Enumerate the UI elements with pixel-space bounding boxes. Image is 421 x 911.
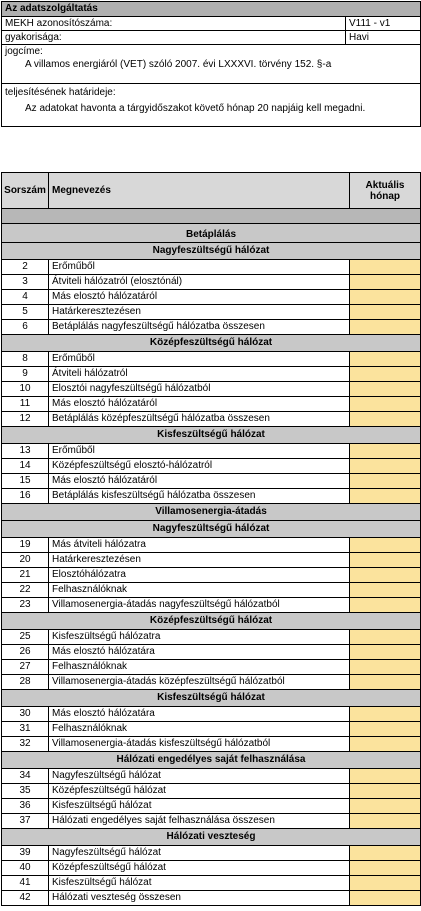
current-month-input-cell[interactable] bbox=[350, 784, 420, 798]
table-row bbox=[2, 707, 420, 722]
table-row bbox=[2, 352, 420, 367]
row-label: Villamosenergia-átadás középfeszültségű hálózatból bbox=[49, 675, 350, 689]
row-number: 27 bbox=[2, 660, 49, 674]
report-header bbox=[1, 1, 421, 127]
deadline-block bbox=[2, 83, 420, 126]
row-label: Erőműből bbox=[49, 352, 350, 366]
row-label: Kisfeszültségű hálózat bbox=[49, 799, 350, 813]
section-heading: Kisfeszültségű hálózat bbox=[2, 427, 420, 444]
current-month-input-cell[interactable] bbox=[350, 675, 420, 689]
legal-basis-text: A villamos energiáról (VET) szóló 2007. évi LXXXVI. törvény 152. §-a bbox=[25, 59, 332, 70]
current-month-input-cell[interactable] bbox=[350, 382, 420, 396]
row-number: 41 bbox=[2, 876, 49, 890]
row-number: 15 bbox=[2, 474, 49, 488]
row-number: 39 bbox=[2, 846, 49, 860]
table-row bbox=[2, 675, 420, 690]
section-heading: Betáplálás bbox=[2, 224, 420, 243]
row-number: 23 bbox=[2, 598, 49, 612]
table-row bbox=[2, 474, 420, 489]
id-label: MEKH azonosítószáma: bbox=[5, 18, 113, 29]
row-number: 12 bbox=[2, 412, 49, 426]
row-number: 9 bbox=[2, 367, 49, 381]
table-row bbox=[2, 568, 420, 583]
column-header-current-month: Aktuális hónap bbox=[365, 179, 405, 202]
row-number: 11 bbox=[2, 397, 49, 411]
row-number: 4 bbox=[2, 290, 49, 304]
row-number: 3 bbox=[2, 275, 49, 289]
table-row bbox=[2, 275, 420, 290]
table-row bbox=[2, 846, 420, 861]
table-row bbox=[2, 305, 420, 320]
row-number: 40 bbox=[2, 861, 49, 875]
frequency-label: gyakorisága: bbox=[5, 32, 62, 43]
row-label: Határkeresztezésen bbox=[49, 305, 350, 319]
row-label: Más elosztó hálózatáról bbox=[49, 474, 350, 488]
row-number: 8 bbox=[2, 352, 49, 366]
current-month-input-cell[interactable] bbox=[350, 260, 420, 274]
row-number: 21 bbox=[2, 568, 49, 582]
row-label: Betáplálás középfeszültségű hálózatba összesen bbox=[49, 412, 350, 426]
row-number: 22 bbox=[2, 583, 49, 597]
legal-basis-label: jogcíme: bbox=[5, 46, 43, 57]
row-number: 30 bbox=[2, 707, 49, 721]
row-number: 25 bbox=[2, 630, 49, 644]
row-label: Nagyfeszültségű hálózat bbox=[49, 846, 350, 860]
row-label: Más elosztó hálózatára bbox=[49, 707, 350, 721]
column-header-name: Megnevezés bbox=[49, 173, 350, 208]
row-label: Hálózati veszteség összesen bbox=[49, 891, 350, 905]
deadline-label: teljesítésének határideje: bbox=[5, 87, 116, 98]
current-month-input-cell[interactable] bbox=[350, 583, 420, 597]
row-number: 35 bbox=[2, 784, 49, 798]
current-month-input-cell[interactable] bbox=[350, 876, 420, 890]
table-row bbox=[2, 769, 420, 784]
row-label: Villamosenergia-átadás nagyfeszültségű hálózatból bbox=[49, 598, 350, 612]
row-label: Más elosztó hálózatára bbox=[49, 645, 350, 659]
current-month-input-cell[interactable] bbox=[350, 553, 420, 567]
current-month-input-cell[interactable] bbox=[350, 275, 420, 289]
row-label: Kisfeszültségű hálózatra bbox=[49, 630, 350, 644]
section-heading: Nagyfeszültségű hálózat bbox=[2, 243, 420, 260]
row-number: 28 bbox=[2, 675, 49, 689]
current-month-input-cell[interactable] bbox=[350, 737, 420, 751]
row-label: Határkeresztezésen bbox=[49, 553, 350, 567]
current-month-input-cell[interactable] bbox=[350, 412, 420, 426]
section-heading: Hálózati veszteség bbox=[2, 829, 420, 846]
table-row bbox=[2, 645, 420, 660]
current-month-input-cell[interactable] bbox=[350, 598, 420, 612]
current-month-input-cell[interactable] bbox=[350, 799, 420, 813]
row-label: Elosztói nagyfeszültségű hálózatból bbox=[49, 382, 350, 396]
current-month-input-cell[interactable] bbox=[350, 645, 420, 659]
table-row bbox=[2, 397, 420, 412]
table-row bbox=[2, 814, 420, 829]
row-label: Középfeszültségű hálózat bbox=[49, 784, 350, 798]
table-row bbox=[2, 722, 420, 737]
row-number: 31 bbox=[2, 722, 49, 736]
current-month-input-cell[interactable] bbox=[350, 444, 420, 458]
row-label: Felhasználóknak bbox=[49, 722, 350, 736]
section-heading: Nagyfeszültségű hálózat bbox=[2, 521, 420, 538]
row-label: Hálózati engedélyes saját felhasználása összesen bbox=[49, 814, 350, 828]
row-label: Erőműből bbox=[49, 260, 350, 274]
row-number: 5 bbox=[2, 305, 49, 319]
data-table bbox=[1, 172, 421, 906]
table-row bbox=[2, 382, 420, 397]
row-label: Felhasználóknak bbox=[49, 583, 350, 597]
table-row bbox=[2, 598, 420, 613]
row-number: 13 bbox=[2, 444, 49, 458]
row-number: 26 bbox=[2, 645, 49, 659]
current-month-input-cell[interactable] bbox=[350, 630, 420, 644]
column-header-number: Sorszám bbox=[2, 173, 49, 208]
table-row bbox=[2, 489, 420, 504]
current-month-input-cell[interactable] bbox=[350, 846, 420, 860]
current-month-input-cell[interactable] bbox=[350, 722, 420, 736]
row-number: 20 bbox=[2, 553, 49, 567]
table-row bbox=[2, 799, 420, 814]
row-label: Betáplálás kisfeszültségű hálózatba összesen bbox=[49, 489, 350, 503]
current-month-input-cell[interactable] bbox=[350, 568, 420, 582]
frequency-value: Havi bbox=[345, 31, 420, 44]
current-month-input-cell[interactable] bbox=[350, 891, 420, 905]
table-row bbox=[2, 861, 420, 876]
frequency-row bbox=[2, 31, 420, 45]
row-label: Átviteli hálózatról (elosztónál) bbox=[49, 275, 350, 289]
table-row bbox=[2, 784, 420, 799]
current-month-input-cell[interactable] bbox=[350, 707, 420, 721]
header-spacer bbox=[2, 209, 420, 224]
row-number: 32 bbox=[2, 737, 49, 751]
current-month-input-cell[interactable] bbox=[350, 305, 420, 319]
table-row bbox=[2, 444, 420, 459]
current-month-input-cell[interactable] bbox=[350, 538, 420, 552]
section-heading: Középfeszültségű hálózat bbox=[2, 613, 420, 630]
row-number: 36 bbox=[2, 799, 49, 813]
row-number: 6 bbox=[2, 320, 49, 334]
row-number: 37 bbox=[2, 814, 49, 828]
row-label: Erőműből bbox=[49, 444, 350, 458]
id-row bbox=[2, 17, 420, 31]
row-label: Villamosenergia-átadás kisfeszültségű hálózatból bbox=[49, 737, 350, 751]
section-heading: Középfeszültségű hálózat bbox=[2, 335, 420, 352]
table-row bbox=[2, 320, 420, 335]
row-label: Nagyfeszültségű hálózat bbox=[49, 769, 350, 783]
section-heading: Hálózati engedélyes saját felhasználása bbox=[2, 752, 420, 769]
table-row bbox=[2, 553, 420, 568]
row-number: 10 bbox=[2, 382, 49, 396]
current-month-input-cell[interactable] bbox=[350, 814, 420, 828]
row-label: Elosztóhálózatra bbox=[49, 568, 350, 582]
current-month-input-cell[interactable] bbox=[350, 861, 420, 875]
row-label: Felhasználóknak bbox=[49, 660, 350, 674]
section-heading: Villamosenergia-átadás bbox=[2, 504, 420, 521]
table-row bbox=[2, 367, 420, 382]
row-label: Betáplálás nagyfeszültségű hálózatba összesen bbox=[49, 320, 350, 334]
table-row bbox=[2, 290, 420, 305]
table-row bbox=[2, 538, 420, 553]
table-row bbox=[2, 630, 420, 645]
row-number: 42 bbox=[2, 891, 49, 905]
current-month-input-cell[interactable] bbox=[350, 367, 420, 381]
deadline-text: Az adatokat havonta a tárgyidőszakot követő hónap 20 napjáig kell megadni. bbox=[25, 103, 366, 114]
current-month-input-cell[interactable] bbox=[350, 459, 420, 473]
row-label: Más átviteli hálózatra bbox=[49, 538, 350, 552]
row-label: Kisfeszültségű hálózat bbox=[49, 876, 350, 890]
table-row bbox=[2, 583, 420, 598]
row-label: Középfeszültségű hálózat bbox=[49, 861, 350, 875]
row-number: 14 bbox=[2, 459, 49, 473]
current-month-input-cell[interactable] bbox=[350, 320, 420, 334]
section-heading: Kisfeszültségű hálózat bbox=[2, 690, 420, 707]
table-row bbox=[2, 876, 420, 891]
table-row bbox=[2, 260, 420, 275]
row-label: Más elosztó hálózatáról bbox=[49, 290, 350, 304]
current-month-input-cell[interactable] bbox=[350, 290, 420, 304]
current-month-input-cell[interactable] bbox=[350, 769, 420, 783]
row-label: Átviteli hálózatról bbox=[49, 367, 350, 381]
current-month-input-cell[interactable] bbox=[350, 474, 420, 488]
table-row bbox=[2, 891, 420, 905]
row-number: 2 bbox=[2, 260, 49, 274]
row-number: 19 bbox=[2, 538, 49, 552]
table-row bbox=[2, 737, 420, 752]
table-row bbox=[2, 660, 420, 675]
table-row bbox=[2, 459, 420, 474]
id-value: V111 - v1 bbox=[345, 17, 420, 30]
row-number: 16 bbox=[2, 489, 49, 503]
table-row bbox=[2, 412, 420, 427]
header-title: Az adatszolgáltatás bbox=[2, 2, 420, 17]
table-header bbox=[2, 173, 420, 209]
row-number: 34 bbox=[2, 769, 49, 783]
row-label: Középfeszültségű elosztó-hálózatról bbox=[49, 459, 350, 473]
current-month-input-cell[interactable] bbox=[350, 352, 420, 366]
row-label: Más elosztó hálózatáról bbox=[49, 397, 350, 411]
current-month-input-cell[interactable] bbox=[350, 489, 420, 503]
current-month-input-cell[interactable] bbox=[350, 660, 420, 674]
legal-basis-block bbox=[2, 45, 420, 83]
table-body bbox=[2, 224, 420, 905]
current-month-input-cell[interactable] bbox=[350, 397, 420, 411]
